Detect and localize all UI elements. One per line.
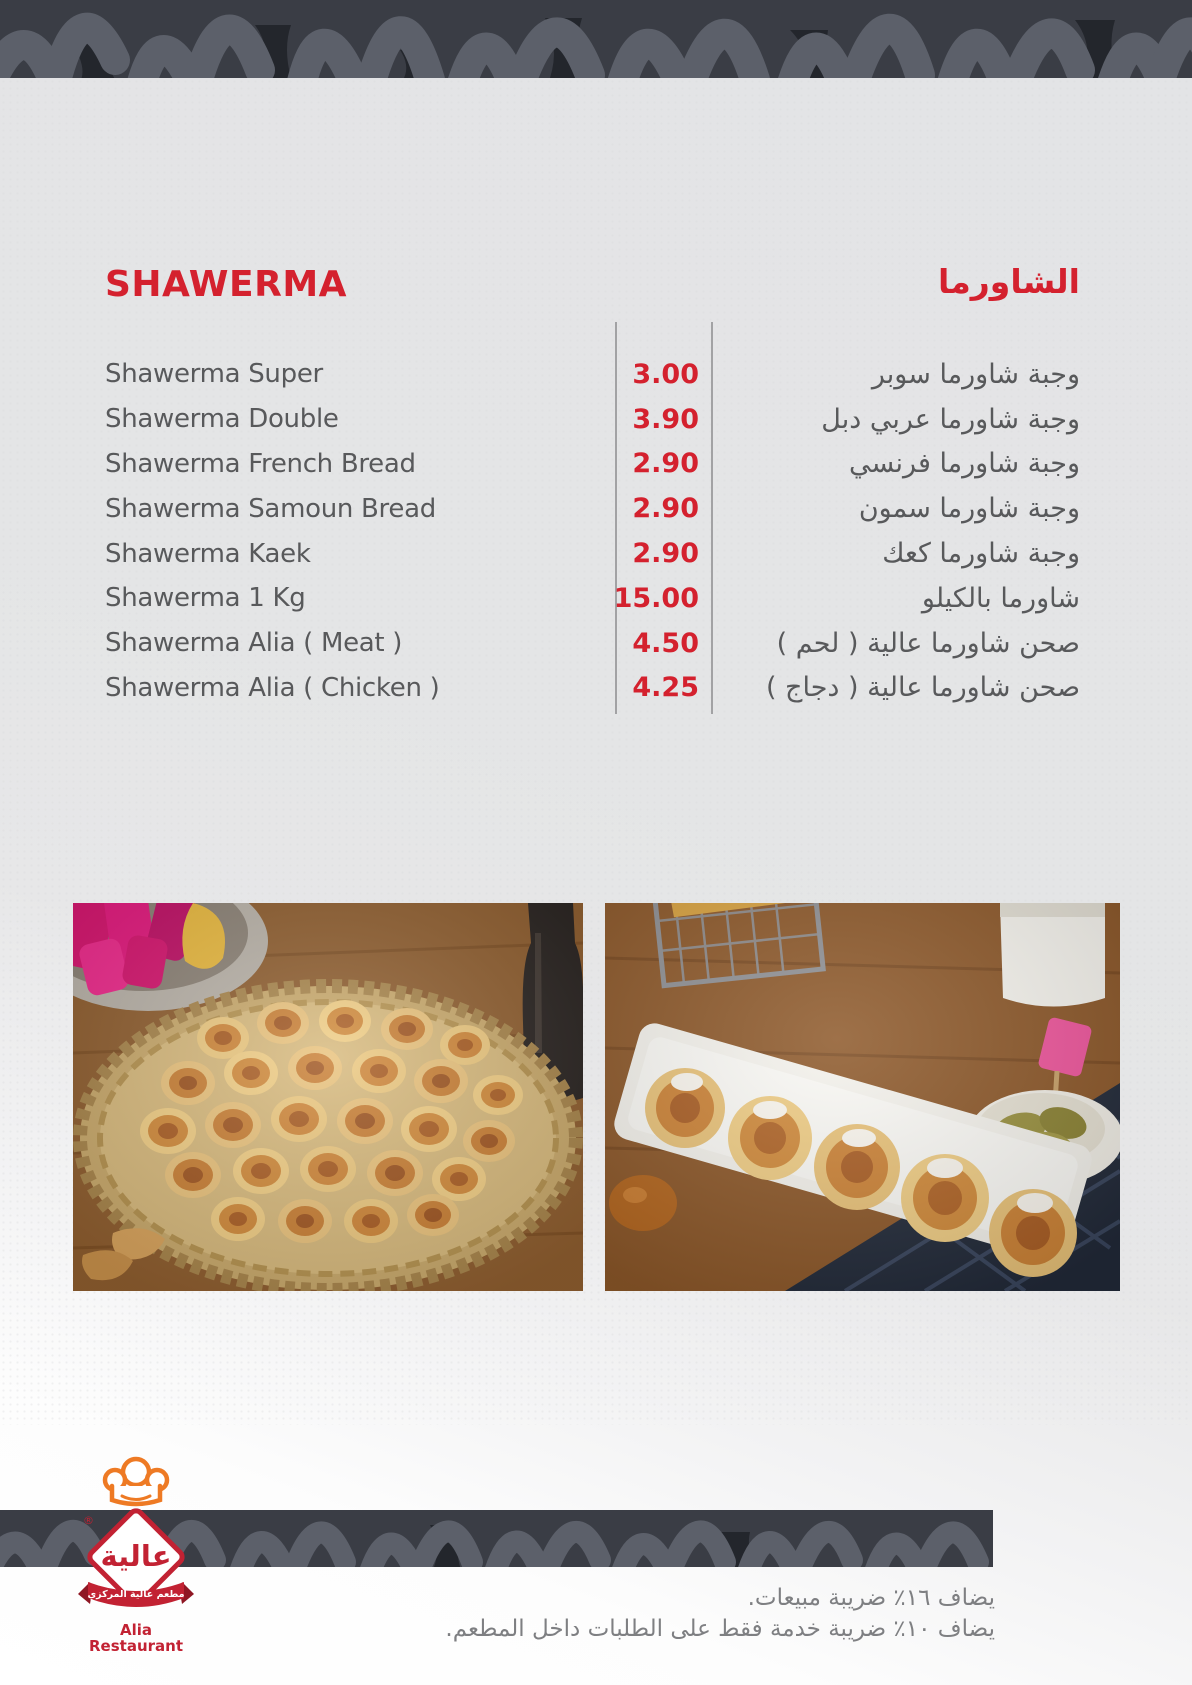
logo-brand-arabic: عالية: [100, 1539, 172, 1573]
menu-item-name-en: Shawerma French Bread: [105, 448, 416, 479]
shawerma-platter-illustration: [73, 903, 583, 1291]
menu-item-price: 2.90: [632, 448, 699, 480]
menu-item-name-en: Shawerma Kaek: [105, 538, 311, 569]
logo-ribbon: [76, 1580, 196, 1616]
menu-item-row: [105, 666, 1080, 711]
menu-item-row: [105, 531, 1080, 576]
footer-service-charge-note: يضاف ١٠٪ ضريبة خدمة فقط على الطلبات داخل المطعم.: [445, 1616, 995, 1642]
top-decorative-band: [0, 0, 1192, 78]
menu-item-name-ar: وجبة شاورما فرنسي: [848, 448, 1080, 480]
camo-pattern-top: [0, 0, 1192, 78]
footer-sales-tax-note: يضاف ١٦٪ ضريبة مبيعات.: [747, 1585, 995, 1611]
shawerma-rolls-illustration: [605, 903, 1120, 1291]
logo-name-line1: Alia: [119, 1621, 152, 1639]
menu-item-price: 4.50: [632, 627, 699, 659]
menu-item-row: [105, 576, 1080, 621]
section-title-english: SHAWERMA: [105, 264, 348, 305]
menu-item-row: [105, 442, 1080, 487]
menu-item-price: 3.90: [632, 403, 699, 435]
menu-item-name-en: Shawerma Alia ( Meat ): [105, 628, 403, 659]
menu-item-name-en: Shawerma 1 Kg: [105, 583, 306, 614]
logo-restaurant-name: [76, 1622, 196, 1654]
menu-item-price: 3.00: [632, 358, 699, 390]
menu-item-row: [105, 352, 1080, 397]
menu-item-price: 2.90: [632, 493, 699, 525]
menu-item-name-ar: وجبة شاورما سمون: [858, 493, 1080, 525]
menu-item-price: 4.25: [632, 672, 699, 704]
photo-shawerma-platter: [73, 903, 583, 1291]
logo-ribbon-text: مطعم عالية المركزي: [87, 1589, 185, 1600]
menu-item-name-en: Shawerma Double: [105, 404, 339, 435]
logo-name-line2: Restaurant: [89, 1637, 183, 1655]
menu-item-name-en: Shawerma Alia ( Chicken ): [105, 672, 440, 703]
menu-item-price: 2.90: [632, 538, 699, 570]
footer-notes: [355, 1583, 995, 1645]
menu-item-row: [105, 621, 1080, 666]
chef-hat-icon: [98, 1456, 174, 1512]
menu-item-name-ar: صحن شاورما عالية ( لحم ): [776, 627, 1080, 659]
menu-item-row: [105, 486, 1080, 531]
menu-item-price: 15.00: [613, 582, 699, 614]
menu-item-name-ar: وجبة شاورما كعك: [882, 538, 1080, 570]
alia-restaurant-logo: [36, 1442, 236, 1667]
menu-item-name-en: Shawerma Super: [105, 359, 323, 390]
menu-item-row: [105, 397, 1080, 442]
menu-item-name-ar: شاورما بالكيلو: [921, 582, 1080, 614]
menu-item-name-ar: وجبة شاورما عربي دبل: [821, 403, 1080, 435]
menu-item-name-ar: وجبة شاورما سوبر: [871, 358, 1080, 390]
menu-items-list: [105, 352, 1080, 710]
section-title-arabic: الشاورما: [937, 262, 1080, 301]
menu-item-name-ar: صحن شاورما عالية ( دجاج ): [765, 672, 1080, 704]
registered-trademark: ®: [83, 1514, 94, 1527]
menu-item-name-en: Shawerma Samoun Bread: [105, 493, 436, 524]
photo-shawerma-rolls-plate: [605, 903, 1120, 1291]
